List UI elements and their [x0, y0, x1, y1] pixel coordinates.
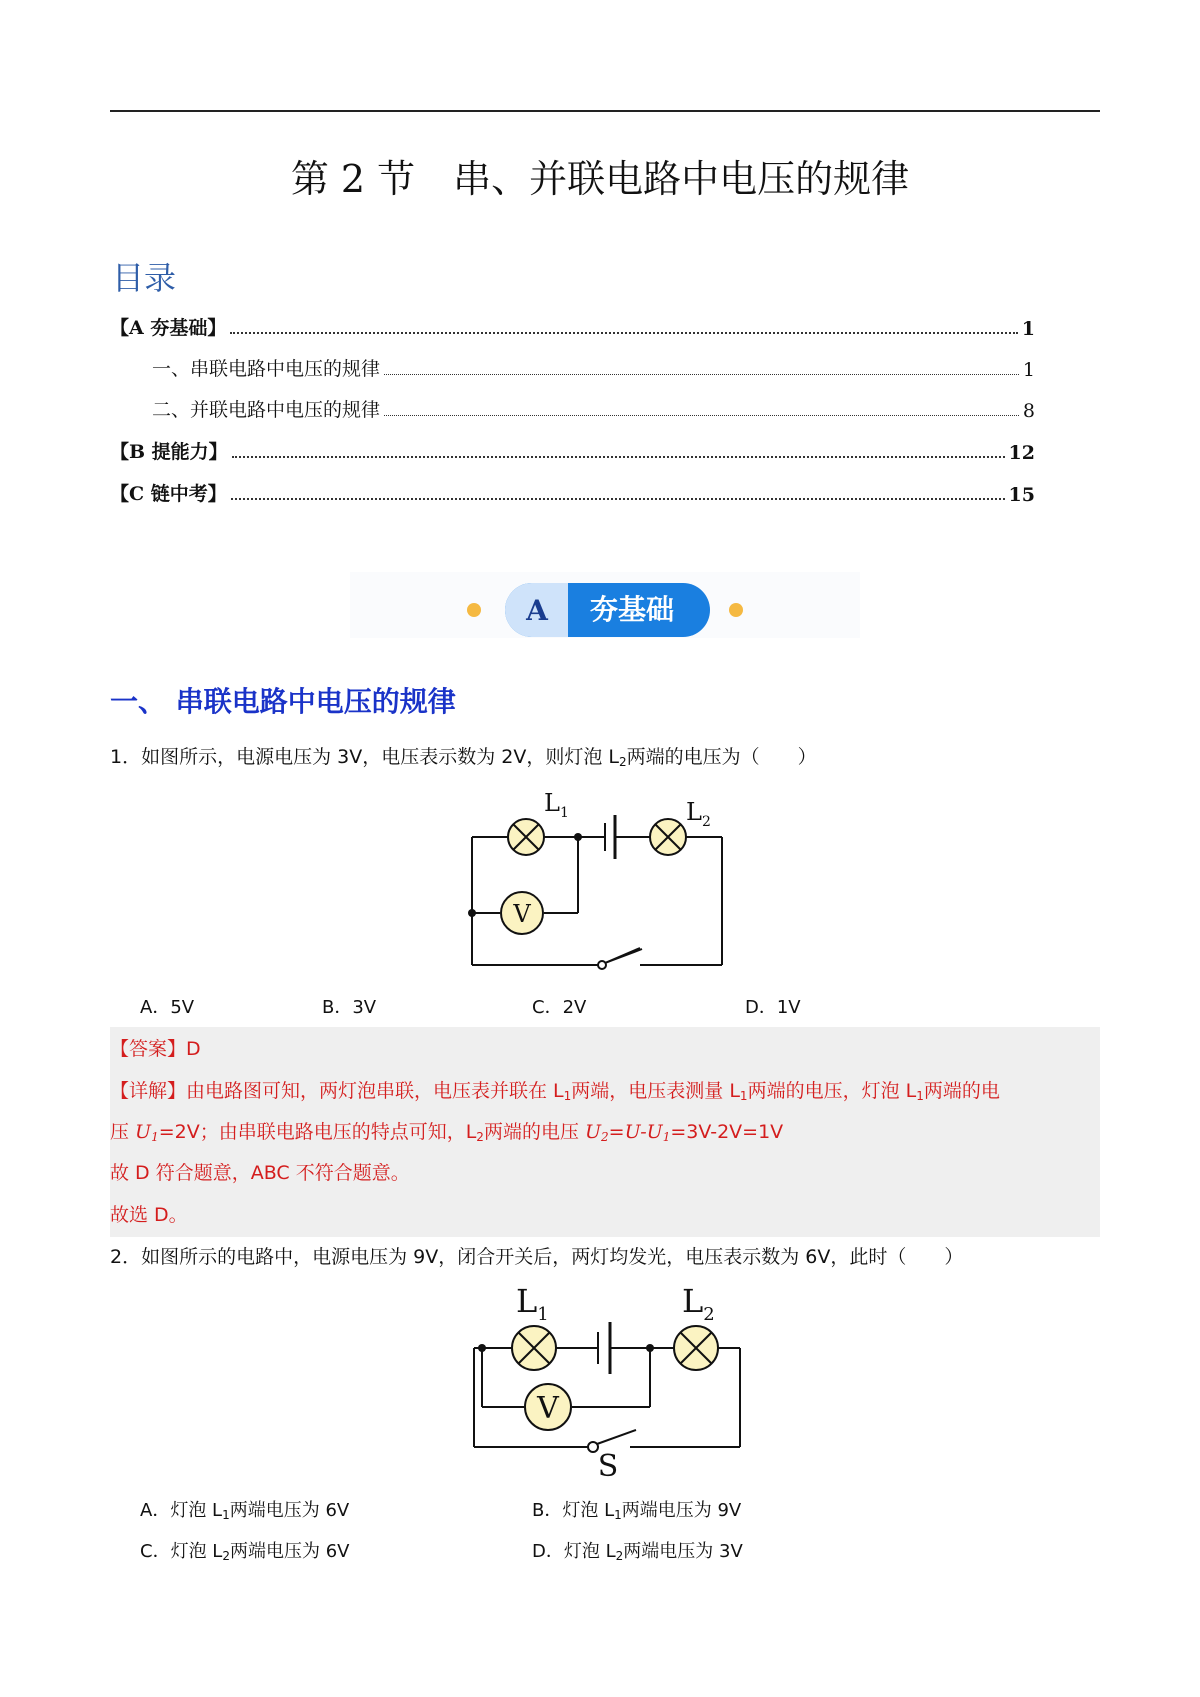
- question-2: [110, 1242, 963, 1269]
- question-text: 两端的电压为（ ）: [626, 746, 817, 768]
- option-c[interactable]: C．2V: [532, 997, 587, 1018]
- operator: -: [640, 1121, 647, 1143]
- lamp-label: [516, 1282, 549, 1325]
- circuit-diagram-1: [460, 785, 760, 970]
- lamp-label: [686, 798, 711, 830]
- option-d[interactable]: D．1V: [745, 997, 801, 1018]
- lamp-label: [682, 1282, 715, 1325]
- toc-entry-label: 【B 提能力】: [110, 441, 228, 463]
- explanation-text: 两端的电: [923, 1080, 1000, 1102]
- voltmeter-icon: [525, 1384, 571, 1430]
- subscript: 1: [916, 1089, 924, 1103]
- answer-line: 【答案】D: [110, 1038, 201, 1060]
- subscript: 2: [601, 1130, 609, 1144]
- lamp-label-sub: 1: [537, 1304, 549, 1325]
- toc-entry-series[interactable]: [152, 355, 1035, 381]
- toc-entry-page: 12: [1008, 442, 1035, 464]
- subscript: 1: [151, 1130, 159, 1144]
- toc-heading: 目录: [112, 259, 177, 297]
- toc-leader: [232, 456, 1005, 458]
- variable: U: [624, 1121, 641, 1143]
- question-text: 如图所示，电源电压为 3V，电压表示数为 2V，则灯泡 L: [141, 746, 619, 768]
- page-title: 第 2 节 串、并联电路中电压的规律: [290, 157, 910, 201]
- voltmeter-label: V: [537, 1391, 559, 1426]
- toc-entry-label: 一、串联电路中电压的规律: [152, 358, 381, 380]
- subscript: 2: [476, 1130, 484, 1144]
- toc-entry-label: 【A 夯基础】: [110, 317, 227, 339]
- option-text: A．灯泡 L: [140, 1500, 223, 1521]
- variable: U: [646, 1121, 663, 1143]
- toc-leader: [231, 498, 1005, 500]
- banner-text: 夯基础: [589, 593, 675, 626]
- section-banner: [350, 572, 860, 638]
- subscript: 1: [222, 1508, 230, 1522]
- subscript: 1: [563, 1089, 572, 1103]
- option-text: 两端电压为 9V: [621, 1500, 742, 1521]
- toc-entry-label: 【C 链中考】: [110, 483, 227, 505]
- explanation-text: =3V-2V=1V: [670, 1121, 784, 1143]
- option-text: 两端电压为 6V: [229, 1541, 350, 1562]
- explanation-text: =: [608, 1121, 625, 1143]
- subscript: 2: [222, 1549, 230, 1563]
- lamp-label-letter: L: [686, 798, 702, 826]
- junction-dot: [478, 1344, 486, 1352]
- toc-entry-page: 1: [1022, 359, 1035, 381]
- lamp-icon: [512, 1326, 556, 1370]
- lamp-label-letter: L: [544, 789, 560, 817]
- subscript: 2: [615, 1549, 624, 1563]
- explanation-text: 两端的电压: [483, 1121, 585, 1143]
- toc-entry-parallel[interactable]: [152, 396, 1035, 422]
- toc-entry-c[interactable]: [110, 480, 1035, 506]
- voltmeter-label: V: [513, 900, 531, 928]
- explanation-line: [110, 1076, 1000, 1103]
- option-d[interactable]: [532, 1537, 743, 1563]
- option-text: C．灯泡 L: [140, 1541, 223, 1562]
- subscript: 1: [662, 1130, 671, 1144]
- explanation-line: 故选 D。: [110, 1204, 188, 1226]
- toc-entry-label: 二、并联电路中电压的规律: [152, 399, 381, 421]
- lamp-icon: [508, 819, 544, 855]
- junction-dot: [468, 909, 476, 917]
- explanation-text: =2V；由串联电路电压的特点可知，L: [158, 1121, 477, 1143]
- option-c[interactable]: [140, 1537, 349, 1563]
- toc-entry-page: 8: [1022, 400, 1035, 422]
- voltmeter-icon: [501, 892, 543, 934]
- question-text: 如图所示的电路中，电源电压为 9V，闭合开关后，两灯均发光，电压表示数为 6V，此时（ ）: [141, 1246, 964, 1268]
- banner-dot-right: [729, 603, 743, 617]
- lamp-label-sub: 2: [701, 814, 711, 830]
- option-text: B．灯泡 L: [532, 1500, 615, 1521]
- lamp-icon: [674, 1326, 718, 1370]
- option-a[interactable]: A．5V: [140, 997, 195, 1018]
- switch-blade: [597, 1430, 636, 1444]
- lamp-label-sub: 1: [559, 805, 569, 821]
- lamp-label: [544, 789, 569, 821]
- explanation-text: 压: [110, 1121, 136, 1143]
- option-text: 两端电压为 3V: [623, 1541, 743, 1562]
- explanation-text: 两端的电压，灯泡 L: [747, 1080, 917, 1102]
- explanation-text: 两端，电压表测量 L: [571, 1080, 740, 1102]
- toc-leader: [384, 415, 1019, 416]
- question-number: 1．: [110, 746, 142, 768]
- toc-leader: [230, 332, 1017, 334]
- lamp-icon: [650, 819, 686, 855]
- option-b[interactable]: [532, 1496, 741, 1522]
- option-text: 两端电压为 6V: [229, 1500, 350, 1521]
- toc-entry-b[interactable]: [110, 438, 1035, 464]
- toc-entry-page: 15: [1008, 484, 1035, 506]
- variable: U: [135, 1121, 152, 1143]
- switch-label: S: [597, 1449, 619, 1480]
- switch-blade: [605, 949, 642, 963]
- circuit-diagram-2: [460, 1280, 760, 1480]
- toc-entry-a[interactable]: [110, 314, 1035, 340]
- toc-leader: [384, 374, 1019, 375]
- explanation-line: 故 D 符合题意，ABC 不符合题意。: [110, 1162, 410, 1184]
- question-1: [110, 742, 817, 769]
- lamp-label-sub: 2: [703, 1304, 715, 1325]
- lamp-label-letter: L: [682, 1282, 704, 1320]
- toc-entry-page: 1: [1021, 318, 1035, 340]
- variable: U: [584, 1121, 601, 1143]
- explanation-line: [110, 1117, 783, 1144]
- switch-icon: [588, 1442, 598, 1452]
- option-a[interactable]: [140, 1496, 349, 1522]
- subscript: 1: [614, 1508, 622, 1522]
- question-number: 2．: [110, 1246, 142, 1268]
- option-text: D．灯泡 L: [532, 1541, 616, 1562]
- subscript: 2: [618, 755, 627, 769]
- banner-dot-left: [467, 603, 481, 617]
- junction-dot: [574, 833, 582, 841]
- junction-dot: [646, 1344, 654, 1352]
- subscript: 1: [739, 1089, 748, 1103]
- banner-letter: A: [526, 594, 548, 627]
- option-b[interactable]: B．3V: [322, 997, 377, 1018]
- header-rule: [110, 110, 1100, 112]
- explanation-text: 【详解】由电路图可知，两灯泡串联，电压表并联在 L: [110, 1080, 564, 1102]
- lamp-label-letter: L: [516, 1282, 538, 1320]
- section-title: 一、 串联电路中电压的规律: [110, 685, 456, 718]
